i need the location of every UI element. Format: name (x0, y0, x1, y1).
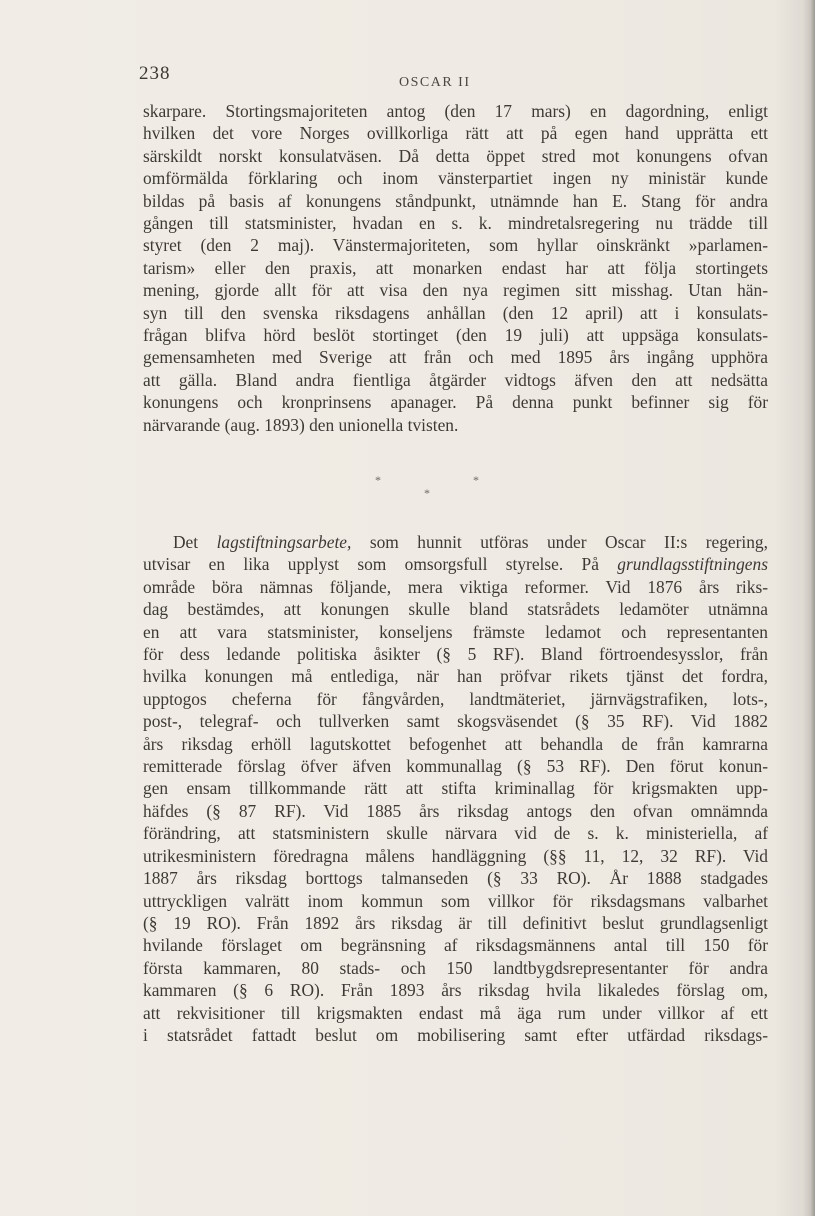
text-line (143, 531, 768, 553)
text-line: i statsrådet fattadt beslut om mobilisering samt efter utfärdad riksdags- (143, 1024, 768, 1045)
text-line: första kammaren, 80 stads- och 150 landtbygdsrepresentanter för andra (143, 957, 768, 978)
page-edge-shadow (803, 0, 815, 1216)
text-line: särskildt norskt konsulatväsen. Då detta öppet stred mot konungens ofvan (143, 145, 768, 166)
text-line: förändring, att statsministern skulle närvara vid de s. k. ministeriella, af (143, 823, 768, 844)
section-separator (370, 473, 490, 503)
text-line: en att vara statsminister, konseljens främste ledamot och representanten (143, 621, 768, 642)
text-line: konungens och kronprinsens apanager. På denna punkt befinner sig för (143, 392, 768, 413)
text-line: styret (den 2 maj). Vänstermajoriteten, som hyllar oinskränkt »parlamen- (143, 235, 768, 256)
italic-term: lagstiftningsarbete, (216, 532, 352, 552)
text-line: närvarande (aug. 1893) den unionella tvisten. (143, 414, 459, 435)
text-line: gen ensam tillkommande rätt att stifta kriminallag för krigsmakten upp- (143, 778, 768, 799)
page-number: 238 (139, 63, 171, 84)
text-line: års riksdag erhöll lagutskottet befogenhet att behandla de från kamrarna (143, 733, 768, 754)
text-line: bildas på basis af konungens ståndpunkt, utnämnde han E. Stang för andra (143, 190, 768, 211)
asterisk-ornament: * (375, 473, 381, 487)
paragraph-1 (143, 100, 768, 436)
text-line: hvilka konungen må entlediga, när han pröfvar rikets tjänst det fordra, (143, 666, 768, 687)
text-line: för dess ledande politiska åsikter (§ 5 RF). Bland förtroendesysslor, från (143, 644, 768, 665)
text-fragment: utvisar en lika upplyst som omsorgsfull styrelse. På (143, 554, 599, 575)
text-line: utrikesministern föredragna målens handläggning (§§ 11, 12, 32 RF). Vid (143, 845, 768, 866)
text-line: (§ 19 RO). Från 1892 års riksdag är till definitivt beslut grundlagsenligt (143, 912, 768, 933)
text-fragment: Det (173, 532, 199, 552)
asterisk-ornament: * (473, 473, 479, 487)
text-line (143, 553, 768, 575)
text-line: hvilande förslaget om begränsning af riksdagsmännens antal till 150 för (143, 935, 768, 956)
text-line: dag bestämdes, att konungen skulle bland statsrådets ledamöter utnämna (143, 599, 768, 620)
italic-term: grundlagsstiftningens (617, 554, 768, 575)
text-line: gemensamheten med Sverige att från och med 1895 års ingång upphöra (143, 347, 768, 368)
text-line: kammaren (§ 6 RO). Från 1893 års riksdag hvila likaledes förslag om, (143, 980, 768, 1001)
text-fragment: som hunnit utföras under Oscar II:s regering, (369, 532, 768, 552)
text-line: frågan blifva hörd beslöt stortinget (den 19 juli) att uppsäga konsulats- (143, 325, 768, 346)
text-line: mening, gjorde allt för att visa den nya regimen sitt misshag. Utan hän- (143, 280, 768, 301)
running-title: OSCAR II (399, 75, 471, 90)
text-line: remitterade förslag öfver äfven kommunallag (§ 53 RF). Den förut konun- (143, 756, 768, 777)
text-line: post-, telegraf- och tullverken samt skogsväsendet (§ 35 RF). Vid 1882 (143, 711, 768, 732)
text-line: upptogos cheferna för fångvården, landtmäteriet, järnvägstrafiken, lots-, (143, 688, 768, 709)
text-line: uttryckligen valrätt inom kommun som villkor för riksdagsmans valbarhet (143, 890, 768, 911)
text-line: gången till statsminister, hvadan en s. k. mindretalsregering nu trädde till (143, 213, 768, 234)
asterisk-ornament: * (424, 486, 430, 500)
text-line: hvilken det vore Norges ovillkorliga rätt att på egen hand upprätta ett (143, 123, 768, 144)
paragraph-2 (143, 531, 768, 1046)
text-line: område böra nämnas följande, mera viktiga reformer. Vid 1876 års riks- (143, 576, 768, 597)
text-line: omförmälda förklaring och inom vänsterpartiet ingen ny ministär kunde (143, 168, 768, 189)
text-line: syn till den svenska riksdagens anhållan (den 12 april) att i konsulats- (143, 302, 768, 323)
text-line: tarism» eller den praxis, att monarken endast har att följa stortingets (143, 257, 768, 278)
text-line: skarpare. Stortingsmajoriteten antog (den 17 mars) en dagordning, enligt (143, 101, 768, 121)
text-line: häfdes (§ 87 RF). Vid 1885 års riksdag antogs den ofvan omnämnda (143, 800, 768, 821)
text-line: att gälla. Bland andra fientliga åtgärder vidtogs äfven den att nedsätta (143, 369, 768, 390)
text-line: att rekvisitioner till krigsmakten endast må äga rum under villkor af ett (143, 1002, 768, 1023)
text-line: 1887 års riksdag borttogs talmanseden (§ 33 RO). År 1888 stadgades (143, 868, 768, 889)
